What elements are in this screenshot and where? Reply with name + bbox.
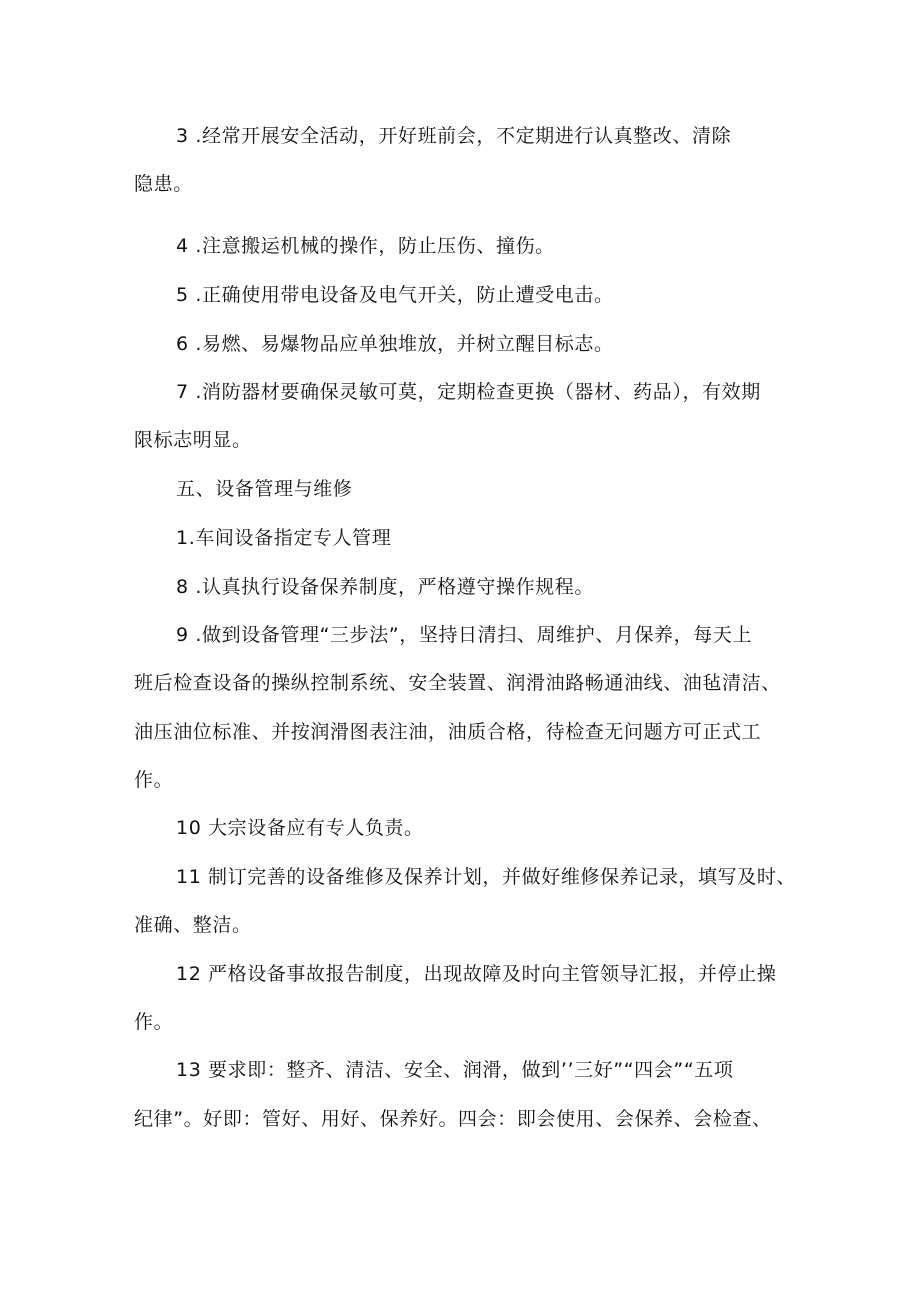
paragraph-item-3-line-1: 3 .经常开展安全活动，开好班前会，不定期进行认真整改、清除	[176, 125, 732, 147]
paragraph-item-12-line-1: 12 严格设备事故报告制度，出现故障及时向主管领导汇报，并停止操	[176, 963, 777, 985]
paragraph-item-12-line-2: 作。	[134, 1011, 174, 1033]
paragraph-item-13-line-1: 13 要求即：整齐、清洁、安全、润滑，做到’’三好”“四会”“五项	[176, 1059, 734, 1081]
paragraph-item-9-line-1: 9 .做到设备管理“三步法”，坚持日清扫、周维护、月保养，每天上	[176, 624, 753, 646]
paragraph-item-8: 8 .认真执行设备保养制度，严格遵守操作规程。	[176, 576, 594, 598]
paragraph-item-5: 5 .正确使用带电设备及电气开关，防止遭受电击。	[176, 284, 614, 306]
paragraph-item-3-line-2: 隐患。	[134, 173, 193, 195]
paragraph-item-7-line-2: 限标志明显。	[134, 429, 252, 451]
paragraph-item-13-line-2: 纪律”。好即：管好、用好、保养好。四会：即会使用、会保养、会检查、	[134, 1108, 772, 1130]
paragraph-item-1: 1.车间设备指定专人管理	[176, 527, 392, 549]
paragraph-item-9-line-3: 油压油位标准、并按润滑图表注油，油质合格，待检查无问题方可正式工	[134, 721, 762, 743]
paragraph-item-11-line-1: 11 制订完善的设备维修及保养计划，并做好维修保养记录，填写及时、	[176, 866, 797, 888]
section-heading-5: 五、设备管理与维修	[176, 478, 353, 500]
paragraph-item-6: 6 .易燃、易爆物品应单独堆放，并树立醒目标志。	[176, 333, 614, 355]
paragraph-item-7-line-1: 7 .消防器材要确保灵敏可莫，定期检查更换（器材、药品），有效期	[176, 381, 761, 403]
paragraph-item-4: 4 .注意搬运机械的操作，防止压伤、撞伤。	[176, 235, 555, 257]
paragraph-item-10: 10 大宗设备应有专人负责。	[176, 817, 424, 839]
paragraph-item-9-line-2: 班后检查设备的操纵控制系统、安全装置、润滑油路畅通油线、油毡清洁、	[134, 672, 781, 694]
paragraph-item-11-line-2: 准确、整洁。	[134, 914, 252, 936]
paragraph-item-9-line-4: 作。	[134, 769, 174, 791]
